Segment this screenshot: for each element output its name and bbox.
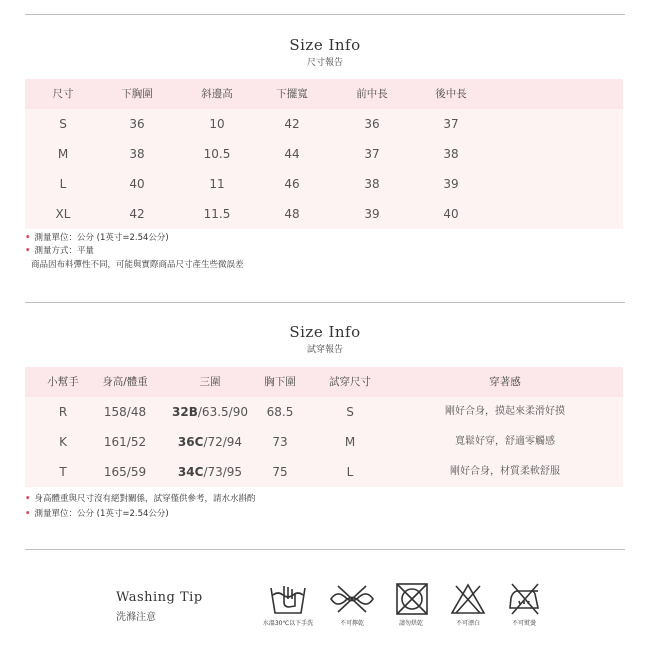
value-cell: 42 bbox=[284, 117, 300, 131]
hand-wash-icon bbox=[259, 582, 317, 627]
no-bleach-icon bbox=[439, 582, 497, 627]
value-cell: 38 bbox=[443, 147, 459, 161]
fit-size-cell: M bbox=[344, 435, 356, 449]
value-cell: 37 bbox=[443, 117, 459, 131]
washing-tip-subtitle: 洗滌注意 bbox=[116, 612, 156, 623]
note-bullet: • bbox=[25, 509, 31, 519]
height-weight-cell: 161/52 bbox=[103, 435, 147, 449]
table-row bbox=[25, 139, 623, 169]
value-cell: 40 bbox=[443, 207, 459, 221]
no-tumble-dry-label: 請勿烘乾 bbox=[398, 620, 423, 627]
fit-note bbox=[25, 492, 255, 504]
note-text: 測量單位：公分 (1英寸=2.54公分) bbox=[34, 233, 169, 243]
fit-table-header bbox=[25, 367, 623, 397]
value-cell: 10 bbox=[209, 117, 225, 131]
table-row bbox=[25, 427, 623, 457]
value-cell: 37 bbox=[364, 147, 380, 161]
note-text: 商品因布料彈性不同，可能與實際商品尺寸產生些微誤差 bbox=[31, 260, 244, 270]
cup-size: 36C bbox=[177, 435, 204, 449]
note-text: 身高體重與尺寸沒有絕對關係，試穿僅供參考，請水水斟酌 bbox=[34, 494, 256, 504]
measurements-cell bbox=[165, 457, 255, 487]
header-cell: 身高/體重 bbox=[102, 376, 148, 388]
height-weight-cell: 158/48 bbox=[103, 405, 147, 419]
table-row bbox=[25, 169, 623, 199]
value-cell: 38 bbox=[129, 147, 145, 161]
header-cell: 胸下圍 bbox=[264, 376, 296, 388]
bottom-divider bbox=[25, 549, 625, 550]
value-cell: 39 bbox=[364, 207, 380, 221]
header-cell: 斜邊高 bbox=[201, 88, 233, 100]
fit-info-subtitle: 試穿報告 bbox=[306, 345, 343, 355]
feel-cell: 剛好合身，摸起來柔滑好摸 bbox=[445, 406, 565, 417]
measurements-cell bbox=[165, 427, 255, 457]
header-cell: 三圍 bbox=[199, 376, 221, 388]
cup-size: 34C bbox=[177, 465, 204, 479]
underbust-cell: 68.5 bbox=[266, 405, 294, 419]
size-info-subtitle: 尺寸報告 bbox=[306, 58, 343, 68]
fit-note bbox=[25, 507, 169, 519]
size-cell: S bbox=[59, 117, 67, 131]
header-cell: 後中長 bbox=[435, 88, 467, 100]
value-cell: 10.5 bbox=[203, 147, 231, 161]
no-iron-label: 不可熨燙 bbox=[511, 620, 536, 627]
header-cell: 試穿尺寸 bbox=[329, 376, 371, 388]
value-cell: 39 bbox=[443, 177, 459, 191]
size-note bbox=[31, 258, 244, 270]
header-cell: 穿著感 bbox=[489, 376, 521, 388]
table-row bbox=[25, 199, 623, 229]
helper-cell: R bbox=[58, 405, 68, 419]
no-bleach-label: 不可漂白 bbox=[455, 620, 480, 627]
measure-values: /63.5/90 bbox=[197, 405, 248, 419]
no-iron-icon bbox=[495, 582, 553, 627]
value-cell: 36 bbox=[364, 117, 380, 131]
note-bullet: • bbox=[25, 233, 31, 243]
cup-size: 32B bbox=[172, 405, 198, 419]
size-cell: L bbox=[59, 177, 67, 191]
height-weight-cell: 165/59 bbox=[103, 465, 147, 479]
hand-wash-label: 水溫30℃以下手洗 bbox=[262, 620, 314, 627]
feel-cell: 剛好合身，材質柔軟舒服 bbox=[450, 466, 560, 477]
value-cell: 44 bbox=[284, 147, 300, 161]
size-cell: XL bbox=[55, 207, 71, 221]
washing-tip-title: Washing Tip bbox=[116, 590, 203, 605]
size-info-title: Size Info bbox=[289, 36, 361, 54]
fit-size-cell: S bbox=[346, 405, 354, 419]
value-cell: 38 bbox=[364, 177, 380, 191]
measure-values: /72/94 bbox=[203, 435, 243, 449]
header-cell: 前中長 bbox=[356, 88, 388, 100]
header-cell: 下胸圍 bbox=[121, 88, 153, 100]
value-cell: 48 bbox=[284, 207, 300, 221]
size-cell: M bbox=[57, 147, 69, 161]
middle-divider bbox=[25, 302, 625, 303]
fit-size-cell: L bbox=[346, 465, 354, 479]
table-row bbox=[25, 457, 623, 487]
note-bullet: • bbox=[25, 246, 31, 256]
note-text: 測量單位：公分 (1英寸=2.54公分) bbox=[34, 509, 169, 519]
top-divider bbox=[25, 14, 625, 15]
underbust-cell: 75 bbox=[272, 465, 288, 479]
note-bullet: • bbox=[25, 494, 31, 504]
value-cell: 11 bbox=[209, 177, 225, 191]
value-cell: 46 bbox=[284, 177, 300, 191]
note-text: 測量方式：平量 bbox=[34, 246, 94, 256]
measure-values: /73/95 bbox=[203, 465, 243, 479]
header-cell: 尺寸 bbox=[52, 88, 74, 100]
fit-info-title: Size Info bbox=[289, 323, 361, 341]
size-note bbox=[25, 231, 169, 243]
table-row bbox=[25, 397, 623, 427]
value-cell: 36 bbox=[129, 117, 145, 131]
no-tumble-dry-icon bbox=[382, 582, 440, 627]
value-cell: 11.5 bbox=[203, 207, 231, 221]
table-row bbox=[25, 109, 623, 139]
value-cell: 40 bbox=[129, 177, 145, 191]
helper-cell: T bbox=[59, 465, 67, 479]
size-table-header bbox=[25, 79, 623, 109]
measurements-cell bbox=[165, 397, 255, 427]
feel-cell: 寬鬆好穿，舒適零觸感 bbox=[455, 436, 555, 447]
header-cell: 小幫手 bbox=[47, 376, 79, 388]
size-note bbox=[25, 244, 94, 256]
value-cell: 42 bbox=[129, 207, 145, 221]
header-cell: 下擺寬 bbox=[276, 88, 308, 100]
helper-cell: K bbox=[59, 435, 67, 449]
no-wring-label: 不可擰乾 bbox=[339, 620, 364, 627]
underbust-cell: 73 bbox=[272, 435, 288, 449]
no-wring-icon bbox=[323, 582, 381, 627]
